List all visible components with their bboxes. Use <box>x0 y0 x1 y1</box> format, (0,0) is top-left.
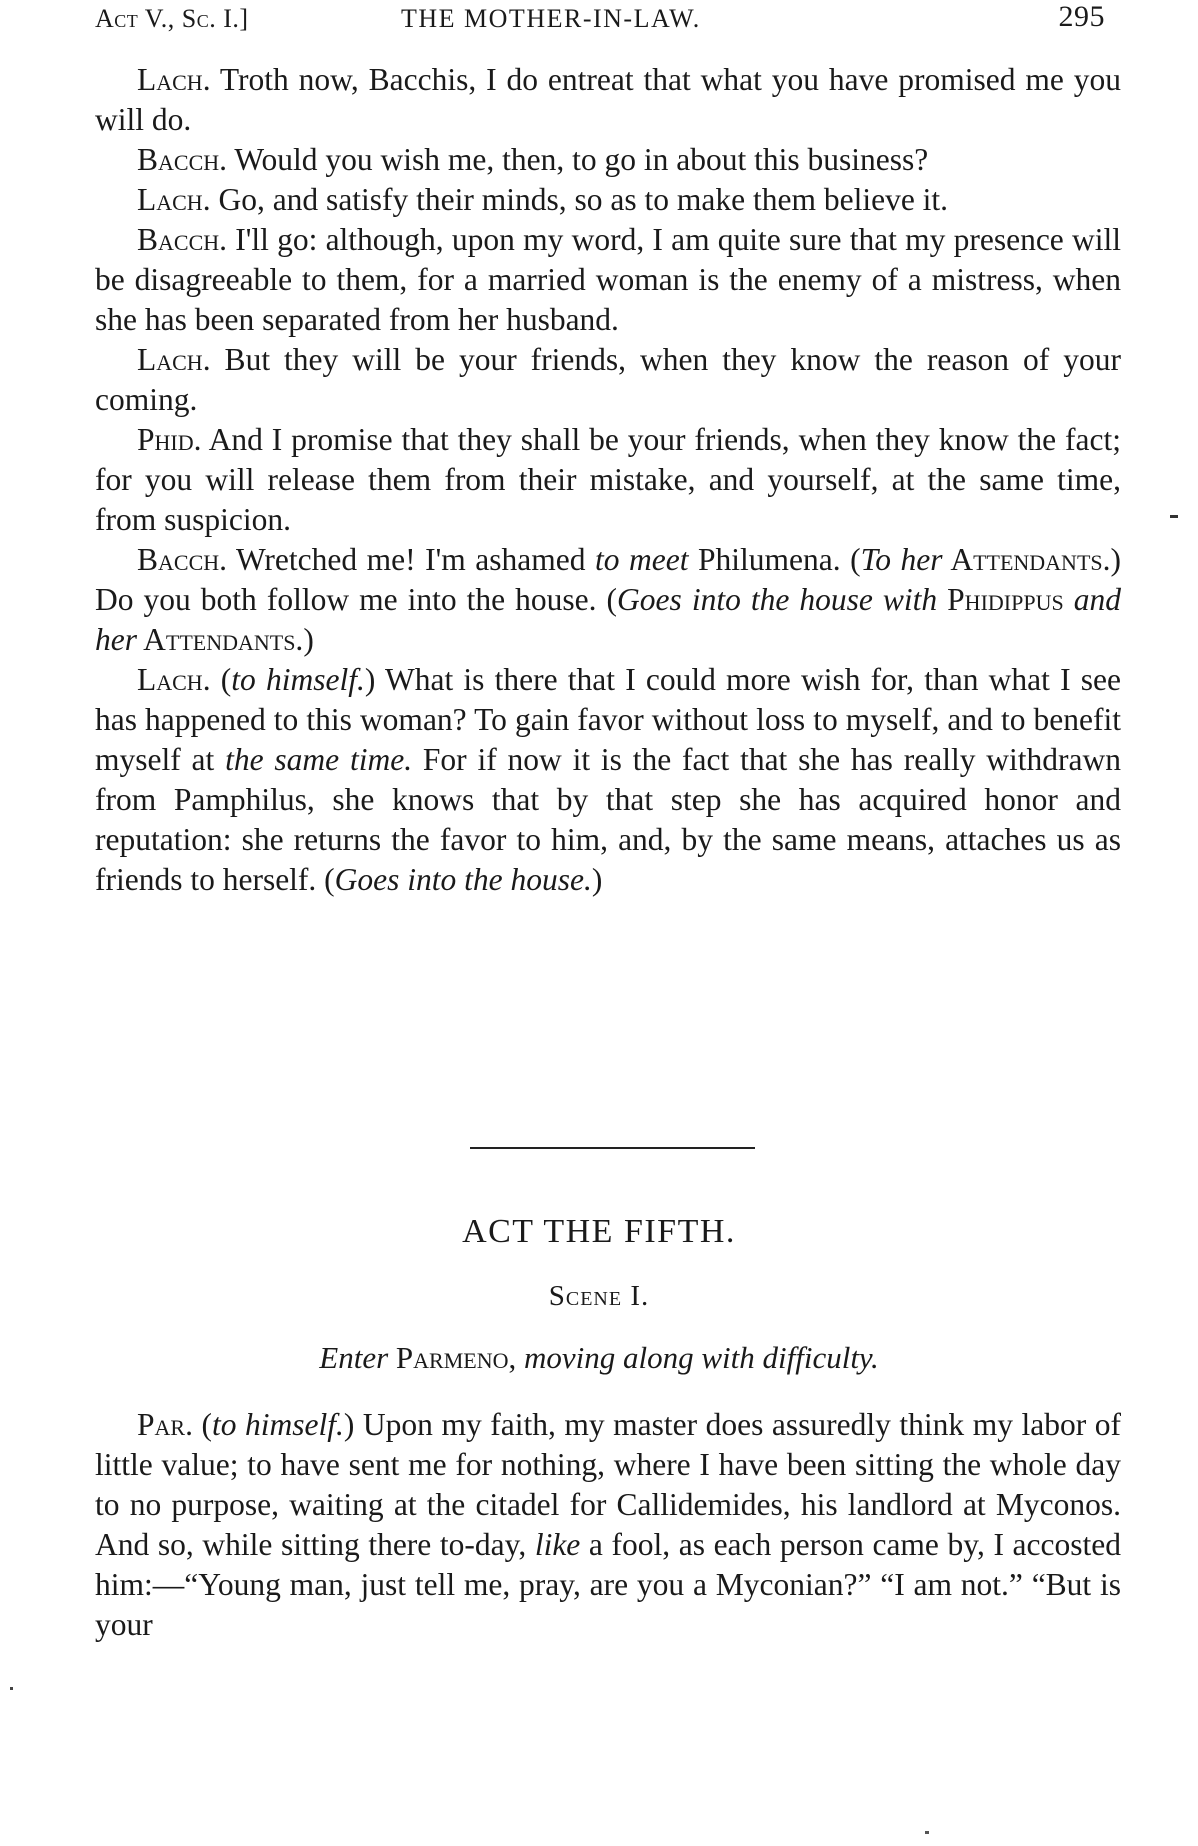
speech-paragraph <box>95 60 1121 140</box>
stage-direction: moving along with difficulty. <box>516 1340 879 1375</box>
header-title: THE MOTHER-IN-LAW. <box>401 4 701 33</box>
speech-text: ) <box>591 862 603 897</box>
stage-direction: Goes into the house. <box>334 862 592 897</box>
character-name: Parmeno, <box>388 1340 517 1375</box>
speech-text: But they will be your friends, when they know the reason of your coming. <box>95 342 1121 417</box>
speech-paragraph <box>95 220 1121 340</box>
scan-mark <box>10 1687 13 1690</box>
stage-direction: to himself. <box>212 1407 344 1442</box>
speech-paragraph <box>95 140 1121 180</box>
speech-paragraph <box>95 180 1121 220</box>
stage-direction: and her <box>95 582 1121 657</box>
scene-heading: Scene I. <box>548 1280 650 1312</box>
speech-text: a fool, as each person came by, I accosted him:—“Young man, just tell me, pray, are you a Myconian?” “I am not.” “But is your <box>95 1527 1121 1642</box>
scene-one-block <box>95 1405 1121 1645</box>
speech-text: ) <box>303 622 314 657</box>
speech-text: ) Upon my faith, my master does assuredly think my labor of little value; to have sent me for nothing, where I have been sitting the whole day to no purpose, waiting at the citadel for Callidemides, his landlord at Myconos. And so, while sitting there to-day, <box>95 1407 1121 1562</box>
speech-paragraph <box>95 340 1121 420</box>
speaker-name: Lach. <box>137 662 211 697</box>
stage-direction: Goes into the house with <box>617 582 938 617</box>
speaker-name: Lach. <box>137 62 211 97</box>
header-act-scene: Act V., Sc. I.] <box>95 4 249 33</box>
character-name: Phidippus <box>937 582 1064 617</box>
speaker-name: Lach. <box>137 182 211 217</box>
speech-text: Would you wish me, then, to go in about this business? <box>227 142 929 177</box>
act-heading: ACT THE FIFTH. <box>462 1213 736 1250</box>
speaker-name: Bacch. <box>137 142 228 177</box>
page-number: 295 <box>1058 0 1105 33</box>
italic-text: the same time. <box>225 742 413 777</box>
speaker-name: Lach. <box>137 342 211 377</box>
speech-text: For if now it is the fact that she has really withdrawn from Pamphilus, she knows that by that step she has acquired honor and reputation: she returns the favor to him, and, by the same means, attaches us as friends to herself. ( <box>95 742 1121 897</box>
speech-paragraph <box>95 1405 1121 1645</box>
speech-text: Troth now, Bacchis, I do entreat that what you have promised me you will do. <box>95 62 1121 137</box>
speech-text: Philumena. ( <box>688 542 861 577</box>
speech-paragraph <box>95 660 1121 900</box>
italic-text: like <box>534 1527 581 1562</box>
stage-direction: To her <box>860 542 943 577</box>
stage-direction: to himself. <box>231 662 365 697</box>
stage-direction-line <box>0 1340 1198 1376</box>
speaker-name: Phid. <box>137 422 202 457</box>
scan-mark <box>1170 515 1178 518</box>
speech-text: I'll go: although, upon my word, I am quite sure that my presence will be disagreeable to them, for a married woman is the enemy of a mistress, when she has been separated from her husband. <box>95 222 1121 337</box>
speech-text: ) Do you both follow me into the house. ( <box>95 542 1121 617</box>
speech-text: Go, and satisfy their minds, so as to make them believe it. <box>210 182 949 217</box>
speech-text: Wretched me! I'm ashamed <box>227 542 596 577</box>
character-name: Attendants. <box>942 542 1111 577</box>
italic-text: to meet <box>595 542 689 577</box>
speaker-name: Bacch. <box>137 222 228 257</box>
section-divider <box>470 1147 755 1149</box>
running-header <box>95 0 1105 40</box>
speech-paragraph <box>95 420 1121 540</box>
speaker-name: Bacch. <box>137 542 228 577</box>
speech-paragraph <box>95 540 1121 660</box>
dialogue-block <box>95 60 1121 900</box>
speech-text: ( <box>192 1407 212 1442</box>
speaker-name: Par. <box>137 1407 193 1442</box>
stage-direction: Enter <box>319 1340 389 1375</box>
speech-text: ( <box>210 662 232 697</box>
speech-text: ) What is there that I could more wish for, than what I see has happened to this woman? To gain favor without loss to myself, and to benefit myself at <box>95 662 1122 777</box>
speech-text: And I promise that they shall be your friends, when they know the fact; for you will release them from their mistake, and yourself, at the same time, from suspicion. <box>95 422 1121 537</box>
scan-mark <box>925 1831 929 1834</box>
character-name: Attendants. <box>137 622 304 657</box>
